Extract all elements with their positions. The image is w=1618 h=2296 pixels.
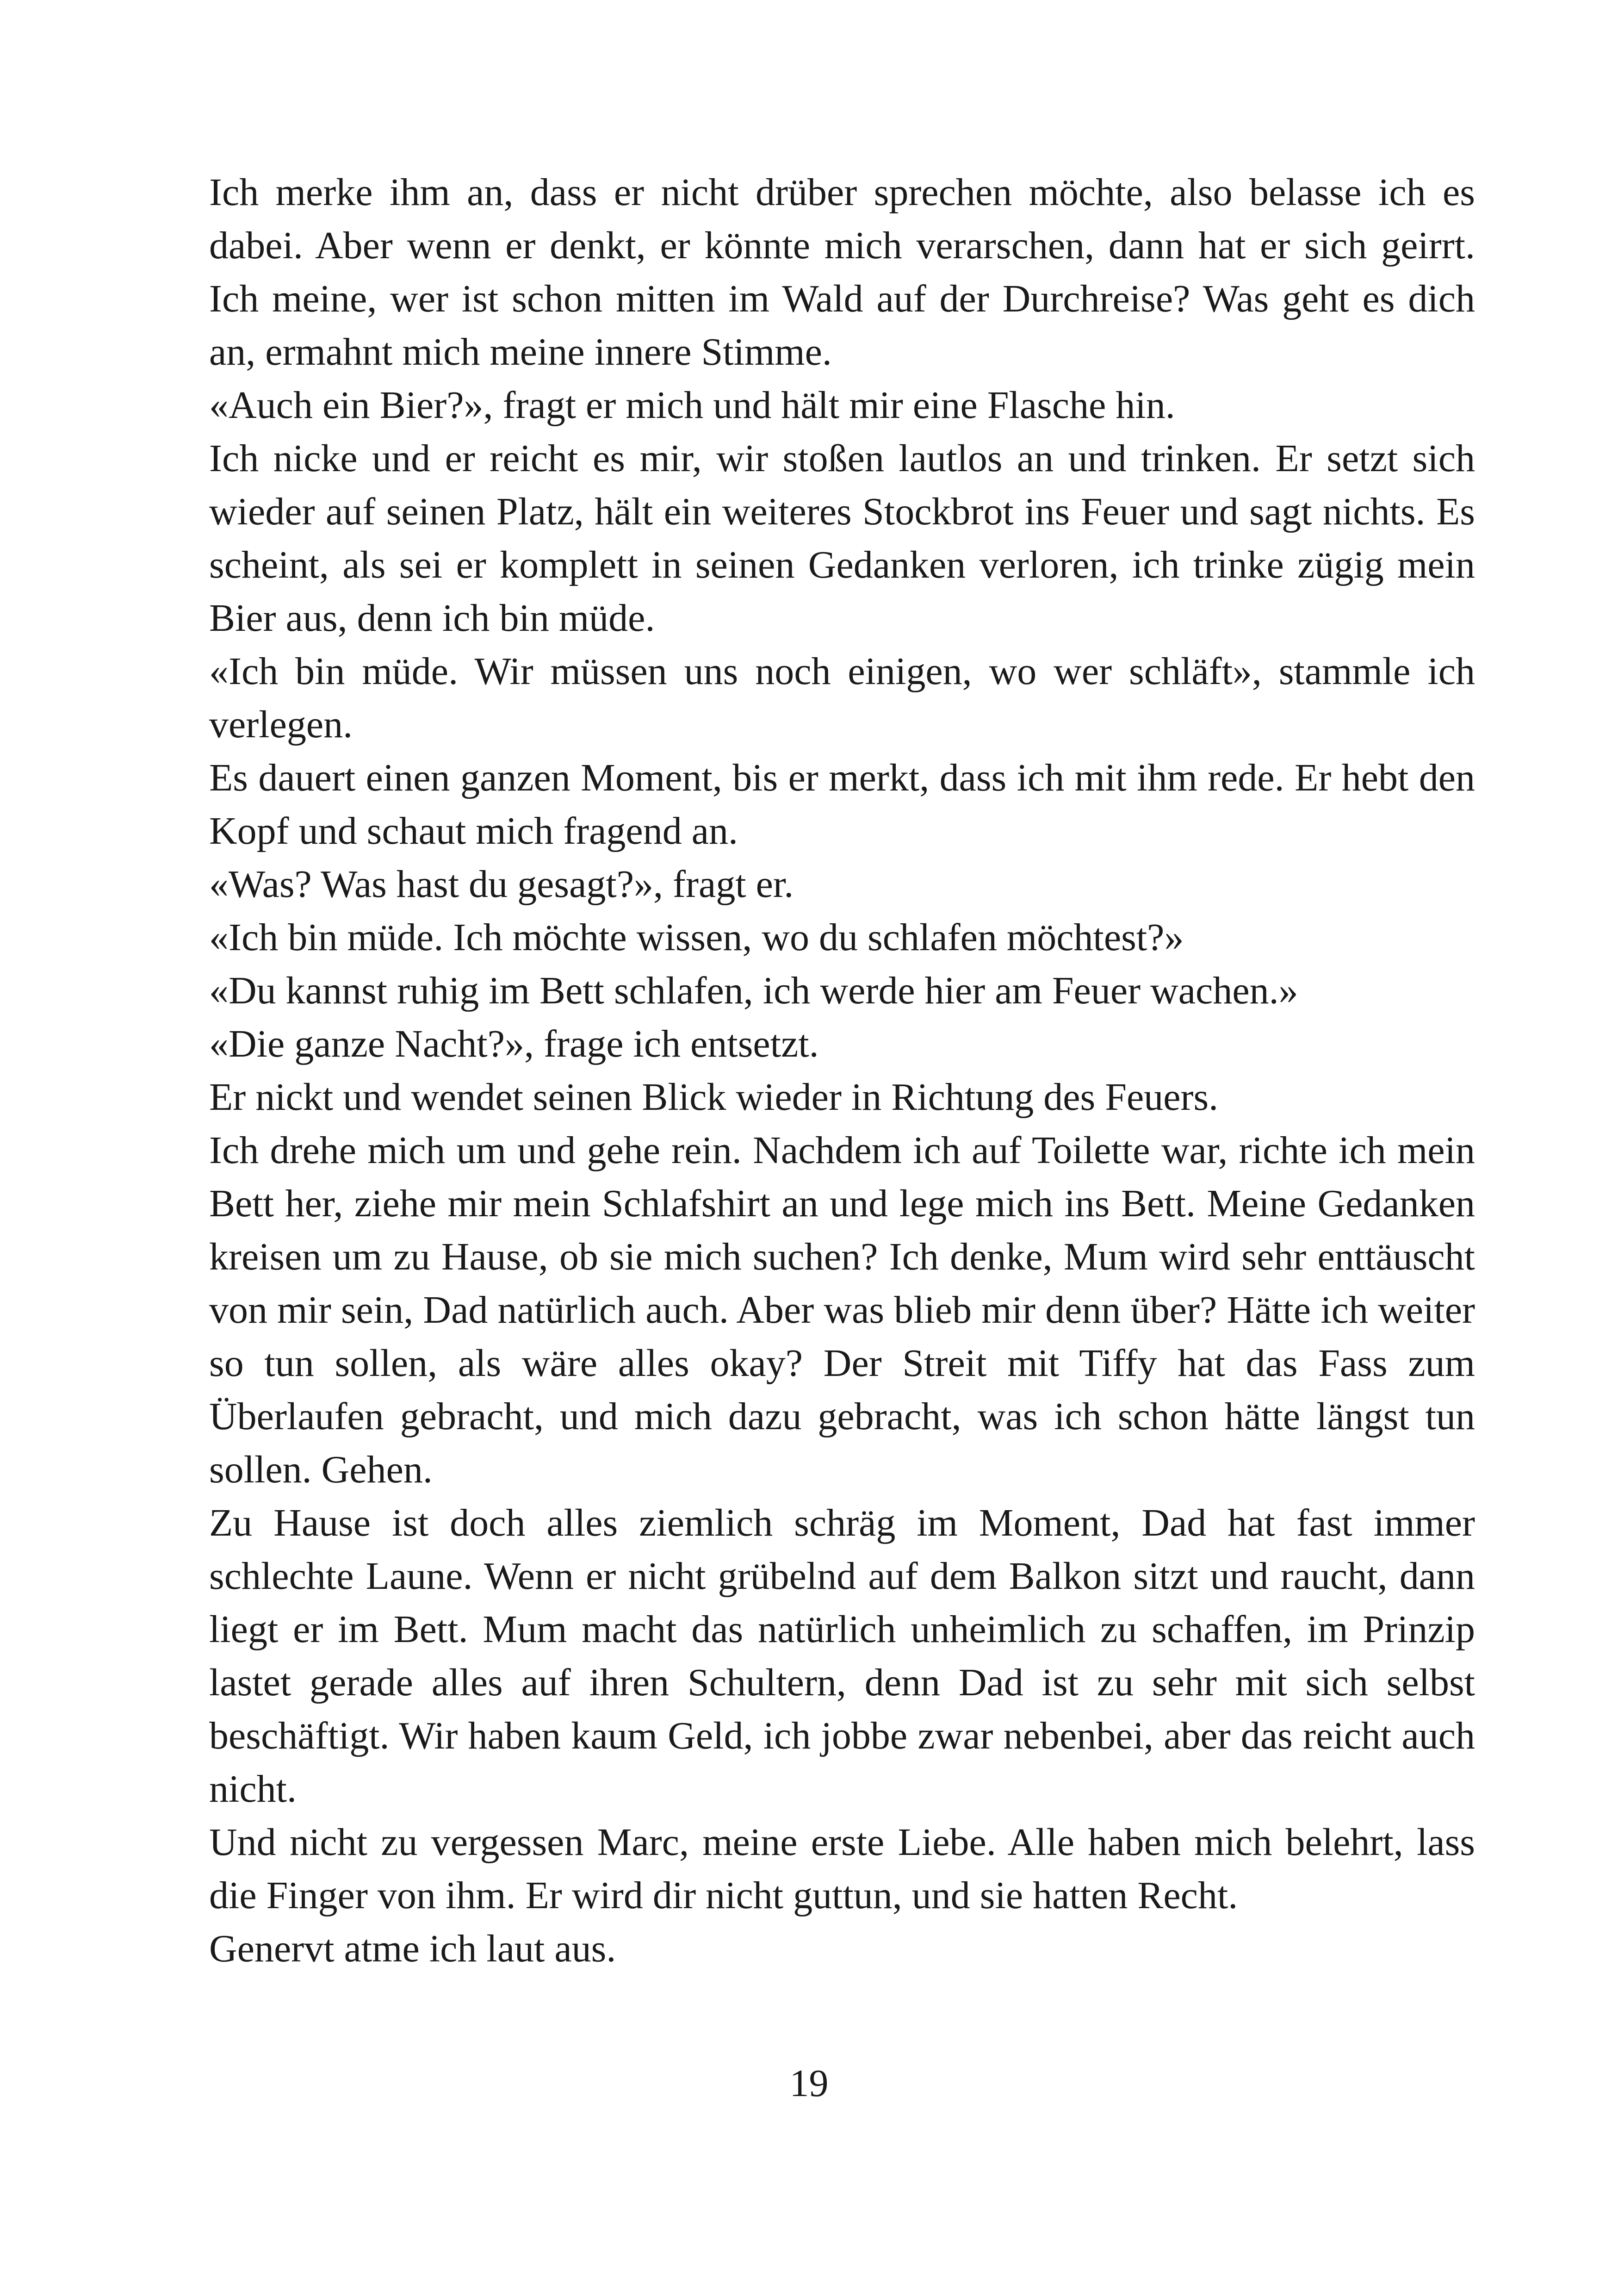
paragraph: Ich merke ihm an, dass er nicht drüber sprechen möchte, also belasse ich es dabei. Aber wenn er denkt, er könnte mich verarschen, dann hat er sich geirrt. Ich meine, wer ist schon mitten im Wald auf der Durchreise? Was geht es dich an, ermahnt mich meine innere Stimme. bbox=[209, 171, 1475, 373]
page-number: 19 bbox=[789, 2062, 829, 2105]
paragraph: Und nicht zu vergessen Marc, meine erste Liebe. Alle haben mich belehrt, lass die Finger von ihm. Er wird dir nicht guttun, und sie hatten Recht. bbox=[209, 1821, 1475, 1917]
paragraph: «Ich bin müde. Ich möchte wissen, wo du schlafen möchtest?» bbox=[209, 916, 1184, 959]
paragraph: Ich drehe mich um und gehe rein. Nachdem ich auf Toilette war, richte ich mein Bett her, ziehe mir mein Schlafshirt an und lege mich ins Bett. Meine Gedanken kreisen um zu Hause, ob sie mich suchen? Ich denke, Mum wird sehr enttäuscht von mir sein, Dad natürlich auch. Aber was blieb mir denn über? Hätte ich weiter so tun sollen, als wäre alles okay? Der Streit mit Tiffy hat das Fass zum Überlaufen gebracht, und mich dazu gebracht, was ich schon hätte längst tun sollen. Gehen. bbox=[209, 1129, 1475, 1491]
paragraph: «Auch ein Bier?», fragt er mich und hält mir eine Flasche hin. bbox=[209, 384, 1175, 427]
paragraph: Ich nicke und er reicht es mir, wir stoßen lautlos an und trinken. Er setzt sich wieder auf seinen Platz, hält ein weiteres Stockbrot ins Feuer und sagt nichts. Es scheint, als sei er komplett in seinen Gedanken verloren, ich trinke zügig mein Bier aus, denn ich bin müde. bbox=[209, 437, 1475, 640]
paragraph: Er nickt und wendet seinen Blick wieder in Richtung des Feuers. bbox=[209, 1076, 1219, 1119]
paragraph: Genervt atme ich laut aus. bbox=[209, 1927, 616, 1970]
paragraph: «Die ganze Nacht?», frage ich entsetzt. bbox=[209, 1022, 819, 1065]
paragraph: «Was? Was hast du gesagt?», fragt er. bbox=[209, 863, 794, 906]
paragraph: «Du kannst ruhig im Bett schlafen, ich werde hier am Feuer wachen.» bbox=[209, 969, 1298, 1012]
paragraph: Es dauert einen ganzen Moment, bis er merkt, dass ich mit ihm rede. Er hebt den Kopf und schaut mich fragend an. bbox=[209, 756, 1475, 852]
body-text bbox=[209, 166, 1475, 1975]
paragraph: «Ich bin müde. Wir müssen uns noch einigen, wo wer schläft», stammle ich verlegen. bbox=[209, 650, 1475, 746]
paragraph: Zu Hause ist doch alles ziemlich schräg im Moment, Dad hat fast immer schlechte Laune. Wenn er nicht grübelnd auf dem Balkon sitzt und raucht, dann liegt er im Bett. Mum macht das natürlich unheimlich zu schaffen, im Prinzip lastet gerade alles auf ihren Schultern, denn Dad ist zu sehr mit sich selbst beschäftigt. Wir haben kaum Geld, ich jobbe zwar nebenbei, aber das reicht auch nicht. bbox=[209, 1501, 1475, 1811]
